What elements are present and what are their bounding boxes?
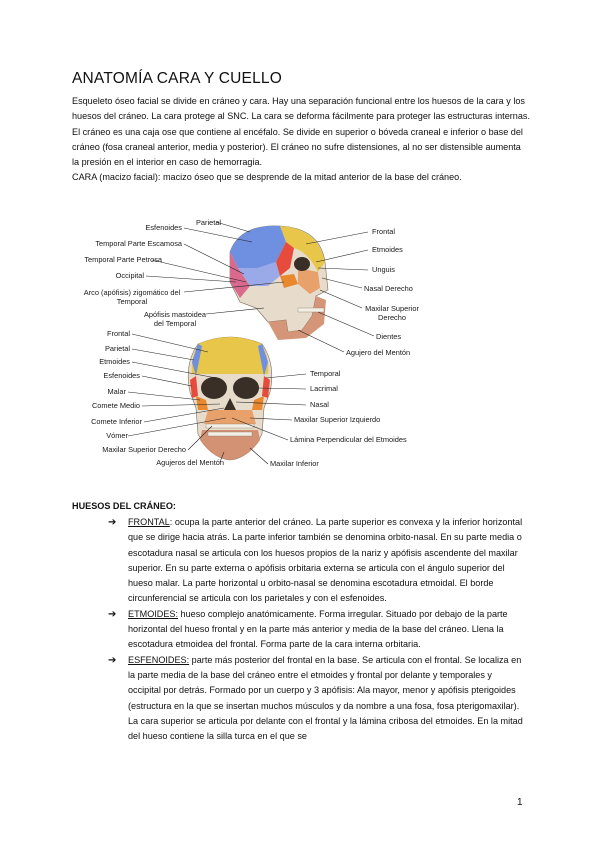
label-left-maxilla: Maxilar Superior Izquierdo [294, 415, 381, 424]
lateral-skull [230, 226, 328, 340]
label-lacrimal: Lacrimal [310, 384, 338, 393]
label-perpendicular-plate: Lámina Perpendicular del Etmoides [290, 435, 407, 444]
arrow-icon: ➔ [108, 608, 117, 620]
bone-name: ETMOIDES: [128, 608, 179, 619]
page-number: 1 [517, 797, 523, 808]
arrow-icon: ➔ [108, 517, 117, 528]
label-right-maxilla-lateral: Maxilar Superior Derecho [365, 304, 419, 322]
label-temporal-frontal: Temporal [310, 369, 341, 378]
label-vomer: Vómer [106, 431, 128, 440]
left-orbit [201, 377, 227, 399]
bone-name: ESFENOIDES: [128, 654, 190, 665]
label-nasal-frontal: Nasal [310, 400, 329, 409]
intro-text [72, 94, 530, 186]
arrow-icon: ➔ [108, 654, 117, 666]
bone-description: parte más posterior del frontal en la base. Se articula con el frontal. Se localiza en la parte media de la base del cráneo entre el etmoides y frontal por delante y temporales y occipital por detrás. Formado por un cuerpo y 3 apófisis: Ala mayor, menor y apófisis pterigoides (estructura en la que se insertan muchos músculos y da nombre a una fosa, fosa pterigomaxilar). La cara superior se articula por delante con el frontal y la lámina cribosa del etmoides. En la mitad del hueso contiene la silla turca en el que se [128, 654, 523, 742]
label-right-nasal: Nasal Derecho [364, 284, 413, 293]
label-frontal-frontal: Frontal [106, 329, 130, 338]
bone-description: : ocupa la parte anterior del cráneo. La parte superior es convexa y la inferior horizontal que se dirige hacia atrás. La parte inferior también se denomina orbito-nasal. En su parte media o escotadura nasal se articula con los huesos propios de la nariz y apófisis ascendente del maxilar superior. En su parte externa o apófisis orbitaria externa se articula con el ángulo superior del hueso malar. La parte horizontal u orbito-nasal se denomina escotadura etmoidal. El borde circunferencial se articula con los parietales y con el esfenoides. [128, 517, 523, 604]
label-mastoid-process: Apófisis mastoidea del Temporal [143, 310, 207, 328]
bone-item-ethmoid [108, 607, 526, 653]
page-title: ANATOMÍA CARA Y CUELLO [72, 70, 282, 87]
label-zygomatic-arch: Arco (apófisis) zigomático del Temporal [83, 288, 181, 306]
bone-description: hueso complejo anatómicamente. Forma irregular. Situado por debajo de la parte horizontal del hueso frontal y en la parte más anterior y media de la base del cráneo. Llena la escotadura etmoidea del frontal. Forma parte de la cara interna orbitaria. [128, 608, 508, 650]
bone-item-frontal [108, 515, 526, 607]
label-unguis: Unguis [372, 265, 396, 274]
bones-list [108, 515, 526, 744]
skull-figure [80, 212, 500, 477]
label-ethmoid-lateral: Etmoides [372, 245, 403, 254]
intro-paragraph: CARA (macizo facial): macizo óseo que se desprende de la mitad anterior de la base del cráneo. [72, 172, 462, 183]
label-occipital: Occipital [115, 271, 144, 280]
label-middle-concha: Comete Medio [91, 401, 140, 410]
right-orbit [233, 377, 259, 399]
section-title: HUESOS DEL CRÁNEO: [72, 501, 176, 511]
label-parietal-frontal: Parietal [104, 344, 130, 353]
lateral-orbit [294, 257, 310, 271]
bone-name: FRONTAL [128, 517, 170, 527]
label-mandible: Maxilar Inferior [270, 459, 319, 468]
label-mental-foramen-lateral: Agujero del Mentón [346, 348, 411, 357]
frontal-skull [188, 337, 272, 460]
label-mental-foramina: Agujeros del Mentón [156, 458, 224, 467]
label-malar: Malar [107, 387, 126, 396]
label-ethmoid-frontal: Etmoides [99, 357, 130, 366]
frontal-frontal-region [192, 337, 269, 374]
label-inferior-concha: Comete Inferior [91, 417, 142, 426]
label-temporal-petrous: Temporal Parte Petrosa [84, 255, 162, 264]
label-sphenoid-frontal: Esfenoides [103, 371, 140, 380]
intro-paragraph: Esqueleto óseo facial se divide en cráneo y cara. Hay una separación funcional entre los huesos de la cara y los huesos del cráneo. La cara protege al SNC. La cara se deforma fácilmente para proteger las estructuras internas. [72, 96, 530, 122]
label-temporal-squamous: Temporal Parte Escamosa [95, 239, 182, 248]
label-frontal-lateral: Frontal [372, 227, 396, 236]
label-parietal-lateral: Parietal [196, 218, 222, 227]
bone-item-sphenoid [108, 653, 526, 745]
label-teeth: Dientes [376, 332, 402, 341]
label-right-maxilla-frontal: Maxilar Superior Derecho [102, 445, 186, 454]
intro-paragraph: El cráneo es una caja ose que contiene al encéfalo. Se divide en superior o bóveda craneal e inferior o base del cráneo (fosa craneal anterior, media y posterior). El cráneo no sufre distensiones, al no ser distensible aumenta la presión en el interior en caso de hemorragia. [72, 126, 523, 168]
label-sphenoid-lateral: Esfenoides [145, 223, 182, 232]
